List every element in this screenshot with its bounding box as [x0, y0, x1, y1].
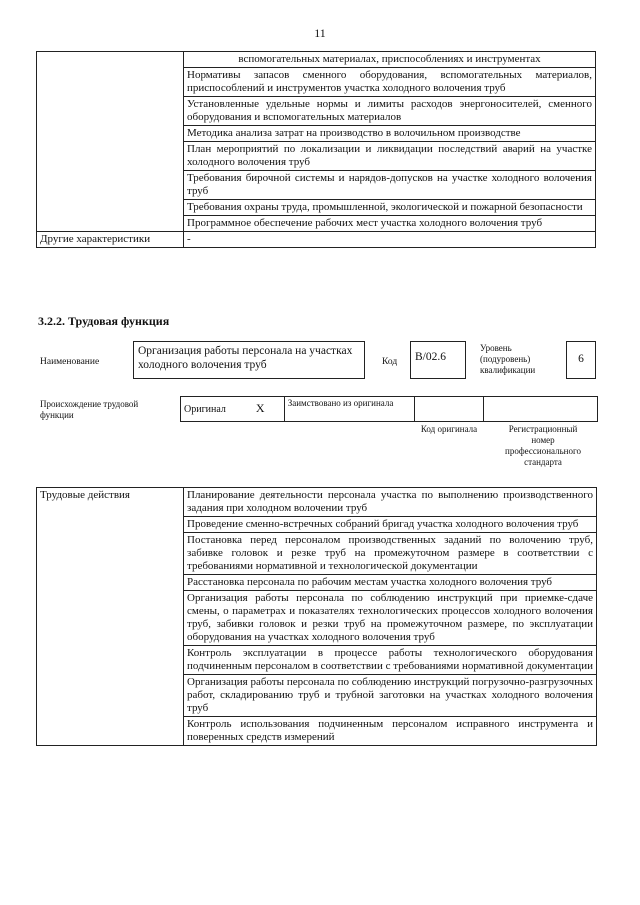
level-box: [566, 341, 596, 379]
table-row: Требования бирочной системы и нарядов-допусков на участке холодного волочения труб: [184, 171, 596, 200]
name-label: Наименование: [40, 357, 100, 367]
original-label: Оригинал: [181, 397, 253, 422]
table-row: Контроль эксплуатации в процессе работы технологического оборудования подчиненным персоналом в соответствии с требованиями нормативной документации: [184, 646, 597, 675]
table-row: Нормативы запасов сменного оборудования, вспомогательных материалов, приспособлений и инструментов участка холодного волочения труб: [184, 68, 596, 97]
table-row: Расстановка персонала по рабочим местам участка холодного волочения труб: [184, 575, 597, 591]
section-title: 3.2.2. Трудовая функция: [38, 314, 170, 328]
table-row: Требования охраны труда, промышленной, экологической и пожарной безопасности: [184, 200, 596, 216]
page-number: 11: [314, 26, 326, 40]
origin-table: [180, 396, 598, 422]
table-row: Установленные удельные нормы и лимиты расходов энергоносителей, сменного оборудования и вспомогательных материалов: [184, 97, 596, 126]
table-row: Методика анализа затрат на производство в волочильном производстве: [184, 126, 596, 142]
table-row: Постановка перед персоналом производственных заданий по волочению труб, забивке головок и резке труб на промежуточном размере в соответствии с требованиями нормативной и технологической документации: [184, 533, 597, 575]
code-original-cell: [415, 397, 484, 422]
left-empty-cell: [37, 52, 184, 232]
function-name-box: [133, 341, 365, 379]
borrowed-label: Заимствовано из оригинала: [284, 397, 414, 422]
table-row: Планирование деятельности персонала участка по выполнению производственного задания при холодном волочении труб: [184, 488, 597, 517]
table-row: вспомогательных материалах, приспособлениях и инструментах: [184, 52, 596, 68]
table-row: Контроль использования подчиненным персоналом исправного инструмента и поверенных средств измерений: [184, 717, 597, 746]
actions-label: Трудовые действия: [37, 488, 184, 746]
function-name: Организация работы персонала на участках холодного волочения труб: [138, 345, 353, 371]
knowledge-table: [36, 51, 596, 248]
table-row: Программное обеспечение рабочих мест участка холодного волочения труб: [184, 216, 596, 232]
reg-number-cell: [483, 397, 597, 422]
code-box: [410, 341, 466, 379]
original-mark: X: [253, 397, 284, 422]
code-label: Код: [382, 357, 398, 367]
origin-label: Происхождение трудовой функции: [40, 399, 139, 420]
code-original-label: Код оригинала: [420, 424, 478, 434]
level-value: 6: [578, 353, 584, 365]
reg-number-label: Регистрационный номер профессионального стандарта: [505, 424, 581, 467]
table-row: Организация работы персонала по соблюдению инструкций погрузочно-разгрузочных работ, складированию труб и трубной заготовки на участках холодного волочения труб: [184, 675, 597, 717]
table-row: Проведение сменно-встречных собраний бригад участка холодного волочения труб: [184, 517, 597, 533]
other-characteristics-label: Другие характеристики: [37, 232, 184, 248]
table-row: Организация работы персонала по соблюдению инструкций при приемке-сдаче смены, о параметрах и показателях технологических процессов холодного волочения труб, забивки головок и резки труб на промежуточном размере, по эксплуатации оборудования на участках холодного волочения труб: [184, 591, 597, 646]
actions-table: [36, 487, 597, 746]
level-label: Уровень (подуровень) квалификации: [480, 343, 536, 375]
other-characteristics-value: -: [184, 232, 596, 248]
table-row: План мероприятий по локализации и ликвидации последствий аварий на участке холодного волочения труб: [184, 142, 596, 171]
code-value: В/02.6: [415, 351, 446, 363]
